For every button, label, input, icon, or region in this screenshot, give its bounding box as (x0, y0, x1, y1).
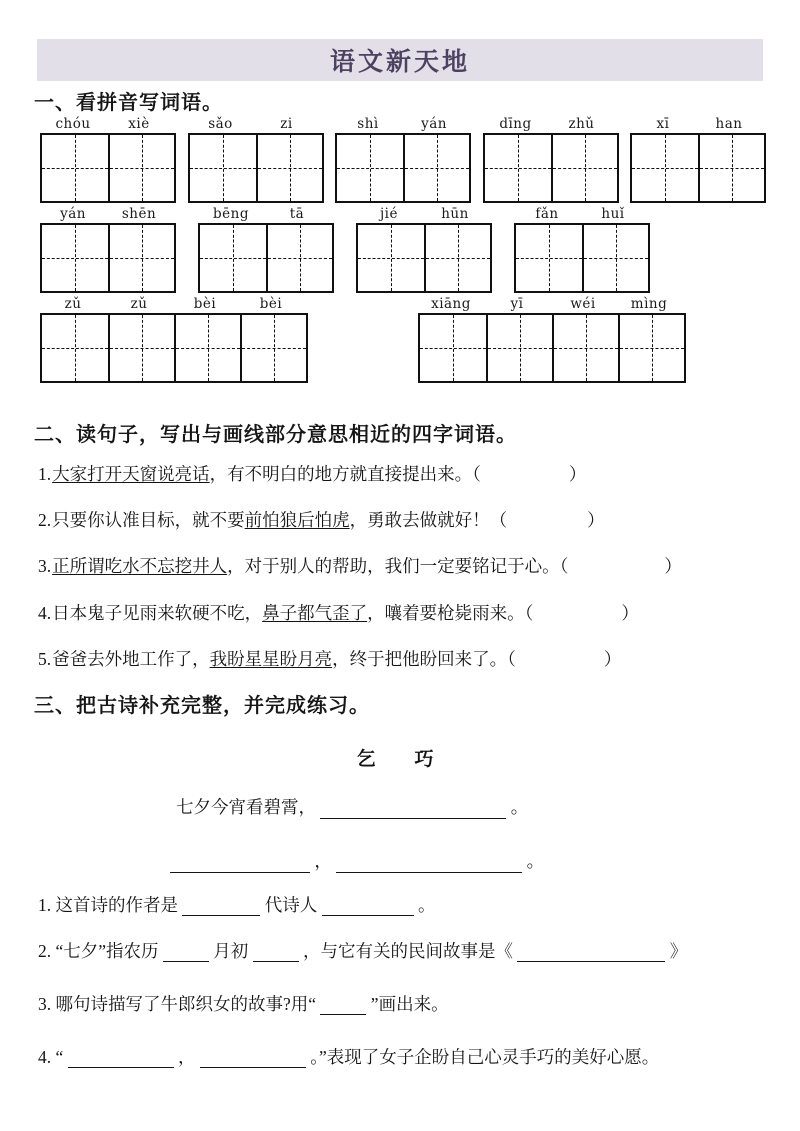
pinyin-label-row (514, 207, 650, 223)
poem-question-3-part1: 哪句诗描写了牛郎织女的故事?用“ (55, 994, 317, 1014)
tianzige-box-group[interactable] (188, 133, 324, 203)
tianzige-cell[interactable] (200, 225, 266, 291)
pinyin-word-group (335, 117, 471, 203)
pinyin-syllable: hūn (441, 206, 469, 222)
pinyin-label-row (40, 117, 176, 133)
pinyin-label-row (630, 117, 766, 133)
poem-question-1-blank-1[interactable] (182, 898, 260, 916)
poem-question-2-part1: “七夕”指农历 (55, 941, 159, 961)
sentence-item-4 (38, 602, 639, 624)
tianzige-cell[interactable] (403, 135, 469, 201)
poem-question-2-part4: 》 (669, 941, 688, 961)
pinyin-syllable: sǎo (208, 116, 233, 132)
tianzige-cell[interactable] (552, 315, 618, 381)
sentence-item-3 (38, 555, 682, 577)
pinyin-word-group (418, 297, 686, 383)
poem-question-3-part2: ”画出来。 (370, 994, 449, 1014)
sentence-close-paren: ） (568, 464, 587, 484)
tianzige-cell[interactable] (108, 315, 174, 381)
tianzige-box-group[interactable] (630, 133, 766, 203)
tianzige-cell[interactable] (266, 225, 332, 291)
page-title: 语文新天地 (329, 47, 470, 76)
pinyin-syllable: bēng (213, 206, 249, 222)
poem-question-4-part2: ， (178, 1047, 196, 1067)
sentence-number: 3. (38, 556, 52, 576)
tianzige-cell[interactable] (420, 315, 486, 381)
pinyin-syllable: xī (656, 116, 670, 132)
tianzige-cell[interactable] (42, 135, 108, 201)
pinyin-syllable: han (715, 116, 743, 132)
pinyin-label-row (198, 207, 334, 223)
sentence-close-paren: ） (621, 603, 639, 623)
pinyin-word-group (40, 117, 176, 203)
pinyin-label-row (188, 117, 324, 133)
sentence-close-paren: ） (603, 649, 622, 669)
tianzige-box-group[interactable] (335, 133, 471, 203)
tianzige-cell[interactable] (42, 225, 108, 291)
poem-question-2-blank-2[interactable] (253, 944, 299, 962)
poem-line-1-text: 七夕今宵看碧霄， (176, 797, 316, 817)
sentence-number: 5. (38, 649, 52, 669)
pinyin-label-row (40, 297, 308, 313)
poem-question-2-blank-1[interactable] (163, 944, 209, 962)
poem-line-1 (176, 794, 528, 819)
sentence-number: 4. (38, 603, 52, 623)
poem-line-2-period: 。 (526, 851, 545, 871)
sentence-text-pre: 只要你认准目标，就不要 (52, 510, 245, 530)
tianzige-cell[interactable] (698, 135, 764, 201)
pinyin-syllable: zi (280, 116, 293, 132)
tianzige-box-group[interactable] (418, 313, 686, 383)
pinyin-syllable: jié (380, 206, 398, 222)
page-title-banner (37, 39, 763, 81)
pinyin-grid-row (40, 296, 766, 383)
pinyin-syllable: zǔ (64, 296, 82, 312)
poem-question-1 (38, 894, 436, 916)
underlined-phrase: 正所谓吃水不忘挖井人 (52, 556, 228, 576)
poem-blank-2[interactable] (170, 855, 310, 873)
poem-question-2-part2: 月初 (213, 941, 249, 961)
tianzige-cell[interactable] (516, 225, 582, 291)
underlined-phrase: 大家打开天窗说亮话 (52, 464, 210, 484)
poem-question-4 (38, 1046, 659, 1068)
poem-question-2-blank-3[interactable] (517, 944, 665, 962)
tianzige-cell[interactable] (424, 225, 490, 291)
tianzige-box-group[interactable] (40, 223, 176, 293)
tianzige-cell[interactable] (256, 135, 322, 201)
pinyin-word-group (356, 207, 492, 293)
sentence-text-post: ，勇敢去做就好！（ (349, 510, 508, 530)
poem-question-3-blank-1[interactable] (320, 997, 366, 1015)
poem-question-4-part3: 。”表现了女子企盼自己心灵手巧的美好心愿。 (310, 1047, 660, 1067)
sentence-text-pre: 爸爸去外地工作了， (52, 649, 210, 669)
tianzige-cell[interactable] (108, 225, 174, 291)
pinyin-syllable: shēn (121, 206, 157, 222)
tianzige-cell[interactable] (190, 135, 256, 201)
pinyin-label-row (483, 117, 619, 133)
sentence-item-2 (38, 509, 605, 531)
tianzige-box-group[interactable] (514, 223, 650, 293)
tianzige-box-group[interactable] (40, 133, 176, 203)
section-1-heading: 一、看拼音写词语。 (34, 90, 223, 114)
poem-question-4-blank-2[interactable] (200, 1050, 306, 1068)
sentence-close-paren: ） (664, 556, 682, 576)
poem-question-3 (38, 993, 449, 1015)
tianzige-cell[interactable] (174, 315, 240, 381)
pinyin-syllable: tā (289, 206, 305, 222)
pinyin-grid-row (40, 116, 766, 203)
pinyin-word-group (483, 117, 619, 203)
pinyin-syllable: zhǔ (568, 116, 595, 132)
pinyin-syllable: shì (357, 116, 379, 132)
poem-question-2-part3: ，与它有关的民间故事是《 (303, 941, 514, 961)
tianzige-cell[interactable] (582, 225, 648, 291)
sentence-number: 1. (38, 464, 52, 484)
pinyin-syllable: bèi (193, 296, 217, 312)
underlined-phrase: 鼻子都气歪了 (262, 603, 368, 623)
poem-line-2-comma: ， (314, 851, 332, 871)
tianzige-cell[interactable] (551, 135, 617, 201)
pinyin-word-group (514, 207, 650, 293)
sentence-close-paren: ） (587, 510, 605, 530)
poem-question-4-num: 4. (38, 1047, 52, 1067)
pinyin-syllable: wéi (570, 296, 596, 312)
pinyin-word-group (188, 117, 324, 203)
pinyin-syllable: dīng (499, 116, 532, 132)
poem-blank-1[interactable] (320, 801, 506, 819)
tianzige-cell[interactable] (42, 315, 108, 381)
tianzige-box-group[interactable] (198, 223, 334, 293)
underlined-phrase: 前怕狼后怕虎 (244, 510, 350, 530)
tianzige-cell[interactable] (240, 315, 306, 381)
pinyin-word-group (630, 117, 766, 203)
pinyin-syllable: mìng (630, 296, 668, 312)
pinyin-label-row (418, 297, 686, 313)
poem-question-4-blank-1[interactable] (68, 1050, 174, 1068)
poem-question-1-blank-2[interactable] (322, 898, 414, 916)
pinyin-word-group (198, 207, 334, 293)
pinyin-label-row (40, 207, 176, 223)
pinyin-syllable: yán (60, 206, 86, 222)
tianzige-cell[interactable] (632, 135, 698, 201)
tianzige-box-group[interactable] (483, 133, 619, 203)
pinyin-label-row (335, 117, 471, 133)
poem-question-1-part1: 这首诗的作者是 (55, 895, 178, 915)
poem-blank-3[interactable] (336, 855, 522, 873)
sentence-number: 2. (38, 510, 52, 530)
tianzige-cell[interactable] (486, 315, 552, 381)
tianzige-cell[interactable] (337, 135, 403, 201)
sentence-item-5 (38, 648, 621, 670)
poem-line-1-period: 。 (510, 797, 529, 817)
pinyin-writing-grids (40, 116, 766, 392)
sentence-text-post: ，嚷着要枪毙雨来。（ (367, 603, 534, 623)
pinyin-syllable: zǔ (130, 296, 148, 312)
tianzige-box-group[interactable] (40, 313, 308, 383)
poem-question-2-num: 2. (38, 941, 52, 961)
poem-question-2 (38, 940, 687, 962)
pinyin-grid-row (40, 206, 766, 293)
pinyin-label-row (356, 207, 492, 223)
poem-title: 乞 巧 (356, 748, 444, 770)
section-3-heading: 三、把古诗补充完整，并完成练习。 (34, 693, 370, 717)
poem-question-1-part2: 代诗人 (264, 895, 318, 915)
pinyin-syllable: xiè (128, 116, 150, 132)
pinyin-syllable: huǐ (601, 206, 625, 222)
tianzige-cell[interactable] (485, 135, 551, 201)
poem-question-3-num: 3. (38, 994, 52, 1014)
tianzige-cell[interactable] (358, 225, 424, 291)
tianzige-box-group[interactable] (356, 223, 492, 293)
underlined-phrase: 我盼星星盼月亮 (209, 649, 333, 669)
pinyin-syllable: chóu (55, 116, 91, 132)
pinyin-syllable: yán (421, 116, 447, 132)
pinyin-word-group (40, 297, 308, 383)
pinyin-syllable: yī (510, 296, 524, 312)
tianzige-cell[interactable] (618, 315, 684, 381)
tianzige-cell[interactable] (108, 135, 174, 201)
pinyin-word-group (40, 207, 176, 293)
pinyin-syllable: fǎn (535, 206, 559, 222)
pinyin-syllable: bèi (259, 296, 283, 312)
pinyin-syllable: xiāng (431, 296, 471, 312)
poem-question-1-num: 1. (38, 895, 52, 915)
sentence-text-post: ，有不明白的地方就直接提出来。（ (209, 464, 481, 484)
sentence-text-pre: 日本鬼子见雨来软硬不吃， (52, 603, 263, 623)
poem-question-1-part3: 。 (418, 895, 436, 915)
sentence-text-post: ，对于别人的帮助，我们一定要铭记于心。（ (227, 556, 569, 576)
sentence-text-post: ，终于把他盼回来了。（ (332, 649, 516, 669)
sentence-item-1 (38, 463, 586, 485)
poem-line-2 (170, 848, 544, 873)
poem-question-4-part1: “ (55, 1047, 64, 1067)
section-2-heading: 二、读句子，写出与画线部分意思相近的四字词语。 (34, 422, 517, 446)
